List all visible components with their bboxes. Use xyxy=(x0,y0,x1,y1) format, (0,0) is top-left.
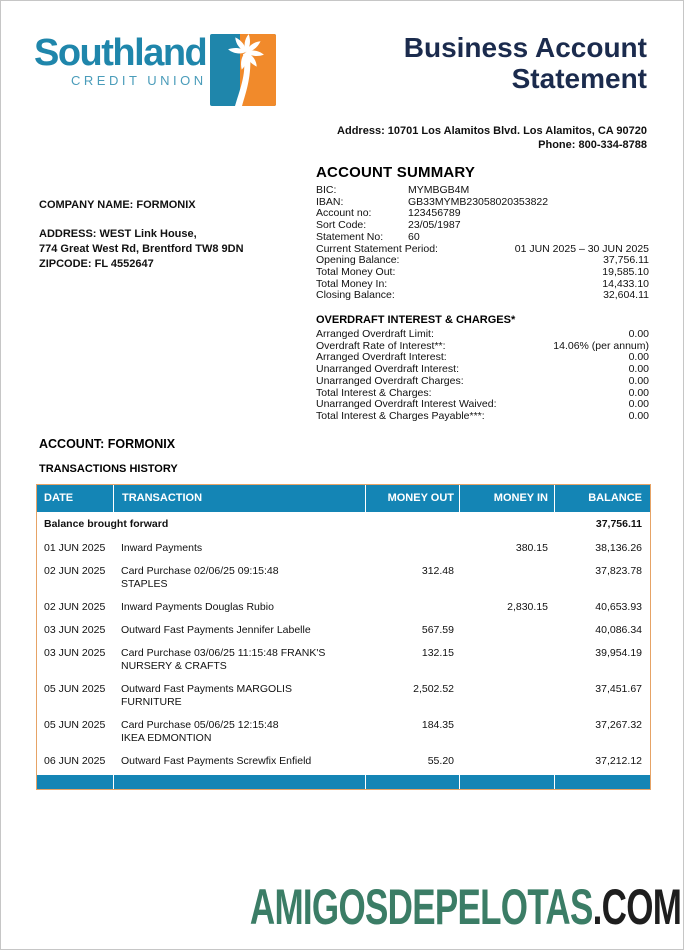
overdraft-value: 0.00 xyxy=(628,351,649,364)
footer-watermark-tld: .COM xyxy=(592,879,681,935)
transaction-cell: Outward Fast Payments MARGOLIS FURNITURE xyxy=(121,683,292,708)
summary-label: Total Money Out: xyxy=(316,265,396,278)
summary-label: IBAN: xyxy=(316,195,344,208)
summary-label: Sort Code: xyxy=(316,219,367,232)
overdraft-label: Arranged Overdraft Interest: xyxy=(316,351,447,364)
summary-value: MYMBGB4M xyxy=(408,184,470,196)
date-cell: 02 JUN 2025 xyxy=(44,601,106,613)
overdraft-value: 0.00 xyxy=(628,409,649,422)
money-in-cell xyxy=(459,619,554,642)
summary-value: 32,604.11 xyxy=(603,289,649,302)
money-in-cell xyxy=(459,750,554,773)
table-footer-bar xyxy=(37,775,650,789)
date-cell: 05 JUN 2025 xyxy=(44,683,106,695)
overdraft-row xyxy=(316,376,649,388)
table-header-row xyxy=(37,485,650,512)
date-cell: 01 JUN 2025 xyxy=(44,542,106,554)
company-block xyxy=(39,198,244,272)
company-zipcode: ZIPCODE: FL 4552647 xyxy=(39,258,154,270)
summary-label: Closing Balance: xyxy=(316,289,395,302)
money-out-cell: 184.35 xyxy=(421,719,454,731)
transaction-cell: Inward Payments xyxy=(121,542,203,554)
transactions-table xyxy=(36,484,651,790)
overdraft-label: Arranged Overdraft Limit: xyxy=(316,328,434,340)
summary-value: GB33MYMB23058020353822 xyxy=(408,195,549,208)
money-out-cell: 567.59 xyxy=(421,624,454,636)
summary-row-closing-balance xyxy=(316,290,649,302)
date-cell: 06 JUN 2025 xyxy=(44,755,106,767)
money-in-cell: 380.15 xyxy=(515,542,548,554)
summary-label: BIC: xyxy=(316,184,337,196)
table-row xyxy=(37,596,650,619)
table-row xyxy=(37,678,650,714)
summary-row-bic xyxy=(316,185,649,197)
balance-cell: 37,756.11 xyxy=(595,518,642,530)
footer-bar-cell xyxy=(554,775,650,789)
money-out-cell xyxy=(365,512,459,537)
summary-label: Statement No: xyxy=(316,230,384,243)
money-in-cell xyxy=(459,560,554,596)
palm-tree-icon xyxy=(210,34,276,106)
table-row xyxy=(37,642,650,678)
brand-wordmark: Southland xyxy=(34,32,207,74)
footer-bar-cell xyxy=(37,775,113,789)
overdraft-value: 0.00 xyxy=(628,328,649,340)
transaction-cell: Card Purchase 02/06/25 09:15:48 STAPLES xyxy=(121,565,279,590)
money-in-cell xyxy=(459,642,554,678)
summary-value: 19,585.10 xyxy=(602,265,649,278)
table-row xyxy=(37,537,650,560)
money-in-cell xyxy=(459,678,554,714)
table-row xyxy=(37,560,650,596)
overdraft-label: Total Interest & Charges Payable***: xyxy=(316,409,485,422)
money-in-cell: 2,830.15 xyxy=(507,601,548,613)
transaction-cell: Outward Fast Payments Screwfix Enfield xyxy=(121,755,312,767)
summary-row-money-out xyxy=(316,267,649,279)
footer-bar-cell xyxy=(365,775,459,789)
account-summary-heading: ACCOUNT SUMMARY xyxy=(316,164,476,181)
account-heading: ACCOUNT: FORMONIX xyxy=(39,437,176,451)
money-out-cell xyxy=(365,537,459,560)
overdraft-label: Unarranged Overdraft Interest Waived: xyxy=(316,398,497,411)
overdraft-section xyxy=(316,314,649,423)
column-header-balance: BALANCE xyxy=(554,485,650,512)
column-header-date: DATE xyxy=(44,492,74,504)
transaction-cell: Outward Fast Payments Jennifer Labelle xyxy=(121,624,311,636)
balance-forward-row xyxy=(37,512,650,537)
money-out-cell: 312.48 xyxy=(421,565,454,577)
transaction-cell: Card Purchase 03/06/25 11:15:48 FRANK'S NURSERY & CRAFTS xyxy=(121,647,326,672)
overdraft-label: Unarranged Overdraft Charges: xyxy=(316,374,464,387)
footer-bar-cell xyxy=(113,775,365,789)
date-cell: 03 JUN 2025 xyxy=(44,647,106,659)
summary-value: 60 xyxy=(408,230,420,243)
money-in-cell xyxy=(459,512,554,537)
summary-value: 123456789 xyxy=(408,207,461,220)
transaction-cell: Inward Payments Douglas Rubio xyxy=(121,601,274,613)
balance-cell: 37,823.78 xyxy=(595,565,642,577)
money-in-cell xyxy=(459,714,554,750)
summary-value: 23/05/1987 xyxy=(408,219,461,232)
summary-label: Account no: xyxy=(316,207,372,220)
overdraft-value: 14.06% (per annum) xyxy=(553,339,649,352)
transaction-cell: Card Purchase 05/06/25 12:15:48 IKEA EDMONTION xyxy=(121,719,279,744)
column-header-money-out: MONEY OUT xyxy=(365,485,459,512)
overdraft-label: Unarranged Overdraft Interest: xyxy=(316,363,459,376)
footer-watermark xyxy=(249,879,681,935)
overdraft-label: Overdraft Rate of Interest**: xyxy=(316,339,446,352)
balance-cell: 39,954.19 xyxy=(595,647,642,659)
money-out-cell: 132.15 xyxy=(421,647,454,659)
brand-wordmark-block xyxy=(34,33,207,88)
column-header-money-in: MONEY IN xyxy=(459,485,554,512)
balance-cell: 40,653.93 xyxy=(595,601,642,613)
money-out-cell xyxy=(365,596,459,619)
brand-logo xyxy=(34,33,276,106)
summary-label: Current Statement Period: xyxy=(316,242,438,255)
date-cell: 03 JUN 2025 xyxy=(44,624,106,636)
overdraft-row xyxy=(316,329,649,341)
column-header-transaction: TRANSACTION xyxy=(113,485,365,512)
company-address-line1: ADDRESS: WEST Link House, xyxy=(39,228,197,240)
summary-label: Opening Balance: xyxy=(316,254,400,267)
date-cell: 05 JUN 2025 xyxy=(44,719,106,731)
summary-row-statement-no xyxy=(316,232,649,244)
spacer xyxy=(39,213,244,227)
summary-label: Total Money In: xyxy=(316,277,388,290)
money-out-cell: 2,502.52 xyxy=(413,683,454,695)
money-out-cell: 55.20 xyxy=(427,755,454,767)
transactions-heading: TRANSACTIONS HISTORY xyxy=(39,463,178,475)
balance-cell: 40,086.34 xyxy=(595,624,642,636)
balance-cell: 37,212.12 xyxy=(595,755,642,767)
overdraft-heading: OVERDRAFT INTEREST & CHARGES* xyxy=(316,314,516,326)
footer-watermark-name: AMIGOSDEPELOTAS xyxy=(249,879,593,935)
balance-forward-label: Balance brought forward xyxy=(44,518,169,530)
contact-block xyxy=(337,124,647,152)
overdraft-value: 0.00 xyxy=(628,398,649,411)
summary-value: 01 JUN 2025 – 30 JUN 2025 xyxy=(514,242,649,255)
contact-phone: Phone: 800-334-8788 xyxy=(538,139,647,151)
account-summary xyxy=(316,164,649,302)
date-cell: 02 JUN 2025 xyxy=(44,565,106,577)
balance-cell: 37,451.67 xyxy=(595,683,642,695)
summary-value: 37,756.11 xyxy=(603,254,649,267)
balance-cell: 38,136.26 xyxy=(595,542,642,554)
overdraft-value: 0.00 xyxy=(628,363,649,376)
overdraft-value: 0.00 xyxy=(628,374,649,387)
company-address-line2: 774 Great West Rd, Brentford TW8 9DN xyxy=(39,243,244,255)
company-name: COMPANY NAME: FORMONIX xyxy=(39,199,196,211)
table-row xyxy=(37,750,650,773)
page-title: Business Account Statement xyxy=(403,32,647,94)
table-row xyxy=(37,619,650,642)
footer-bar-cell xyxy=(459,775,554,789)
overdraft-value: 0.00 xyxy=(628,386,649,399)
brand-tagline: CREDIT UNION xyxy=(71,73,207,88)
table-row xyxy=(37,714,650,750)
summary-value: 14,433.10 xyxy=(602,277,649,290)
overdraft-label: Total Interest & Charges: xyxy=(316,386,432,399)
overdraft-row xyxy=(316,411,649,423)
contact-address: Address: 10701 Los Alamitos Blvd. Los Alamitos, CA 90720 xyxy=(337,125,647,137)
balance-cell: 37,267.32 xyxy=(595,719,642,731)
